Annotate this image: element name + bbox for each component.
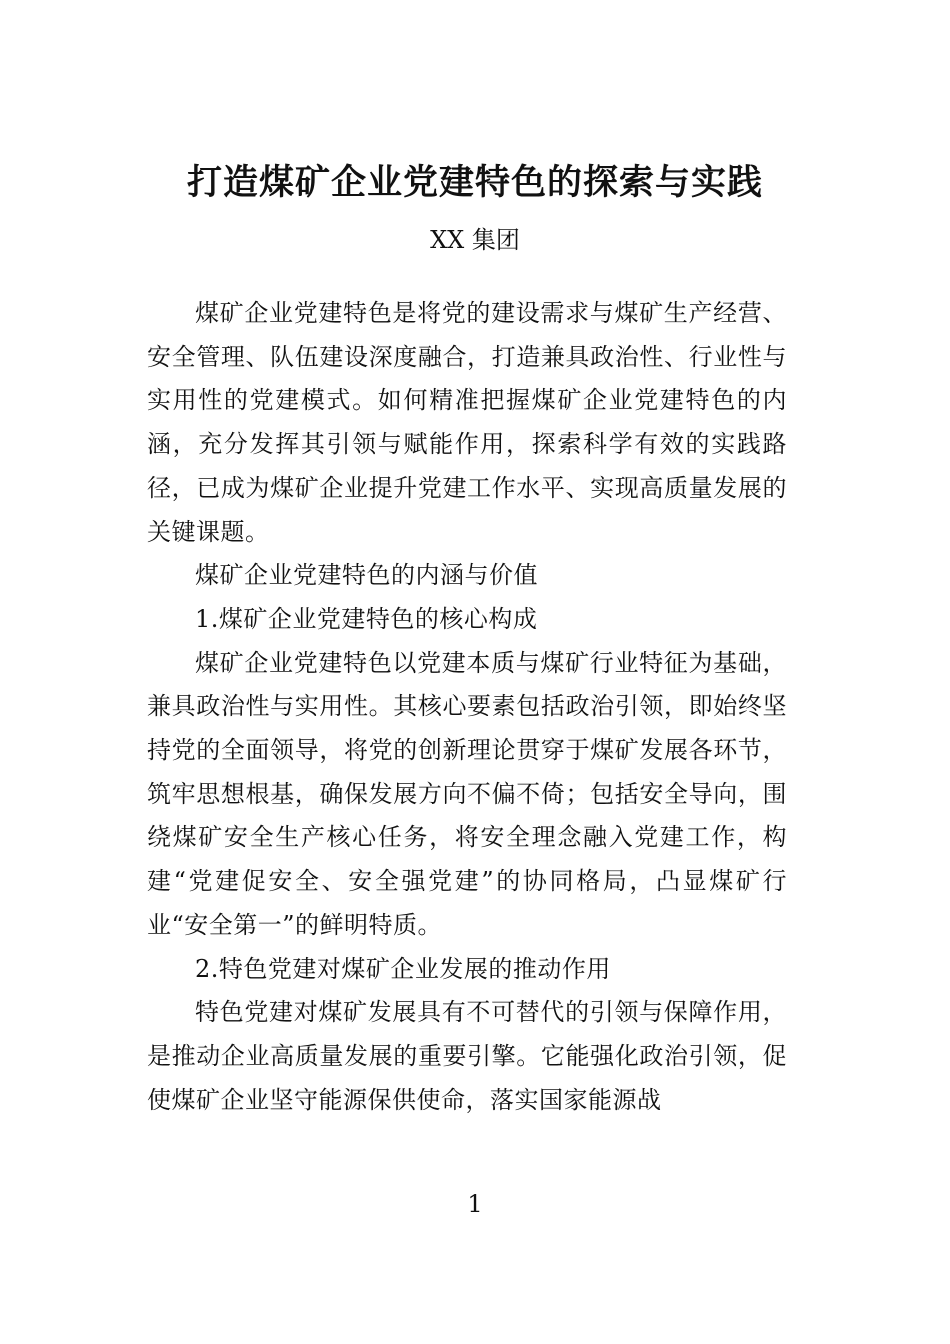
body-paragraph-2: 特色党建对煤矿发展具有不可替代的引领与保障作用，是推动企业高质量发展的重要引擎。它能强化政治引领，促使煤矿企业坚守能源保供使命，落实国家能源战 bbox=[147, 998, 787, 1114]
document-author: XX 集团 bbox=[430, 226, 520, 254]
document-body bbox=[147, 292, 787, 1122]
subsection-heading-1: 1.煤矿企业党建特色的核心构成 bbox=[195, 604, 538, 633]
intro-paragraph: 煤矿企业党建特色是将党的建设需求与煤矿生产经营、安全管理、队伍建设深度融合，打造兼具政治性、行业性与实用性的党建模式。如何精准把握煤矿企业党建特色的内涵，充分发挥其引领与赋能作用，探索科学有效的实践路径，已成为煤矿企业提升党建工作水平、实现高质量发展的关键课题。 bbox=[147, 299, 787, 546]
body-paragraph-1: 煤矿企业党建特色以党建本质与煤矿行业特征为基础，兼具政治性与实用性。其核心要素包括政治引领，即始终坚持党的全面领导，将党的创新理论贯穿于煤矿发展各环节，筑牢思想根基，确保发展方向不偏不倚；包括安全导向，围绕煤矿安全生产核心任务，将安全理念融入党建工作，构建“党建促安全、安全强党建”的协同格局，凸显煤矿行业“安全第一”的鲜明特质。 bbox=[147, 648, 787, 939]
subsection-heading-2: 2.特色党建对煤矿企业发展的推动作用 bbox=[195, 954, 611, 983]
page-number: 1 bbox=[467, 1190, 483, 1218]
section-heading: 煤矿企业党建特色的内涵与价值 bbox=[195, 561, 538, 590]
document-title: 打造煤矿企业党建特色的探索与实践 bbox=[186, 162, 763, 203]
